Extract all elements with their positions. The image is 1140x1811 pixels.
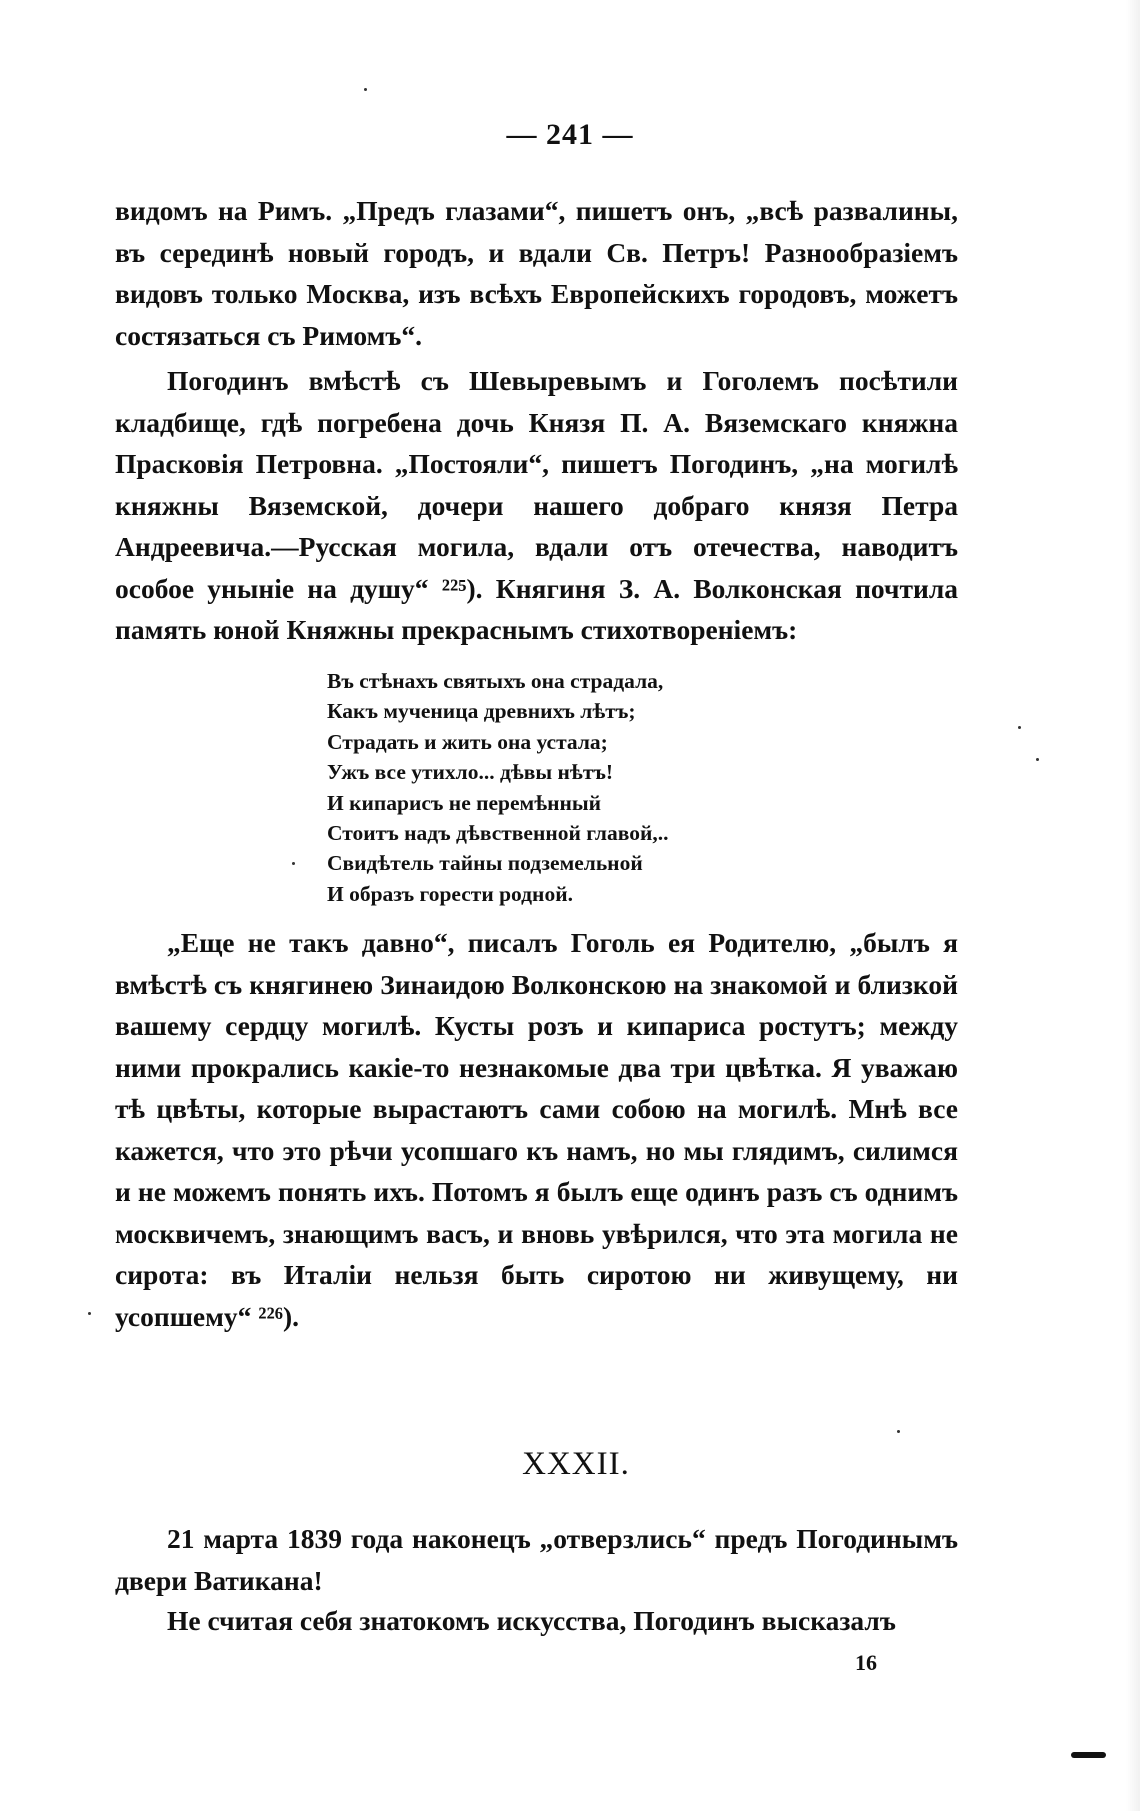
page-number: — 241 — xyxy=(506,118,634,151)
scan-speck xyxy=(1036,758,1039,761)
upper-text-block xyxy=(115,190,958,651)
poem-line: Стоитъ надъ дѣвственной главой,.. xyxy=(327,821,669,846)
poem-line: И кипарисъ не перемѣнный xyxy=(327,790,602,815)
poem-line: Въ стѣнахъ святыхъ она страдала, xyxy=(327,669,664,693)
scan-speck xyxy=(1018,726,1021,729)
scan-speck xyxy=(364,88,367,91)
paragraph-rome-view: видомъ на Римъ. „Предъ глазами“, пишетъ онъ, „всѣ развалины, въ серединѣ новый городъ, и вдали Св. Петръ! Разнообразіемъ видовъ только Москва, изъ всѣхъ Европейскихъ городовъ, можетъ состязаться съ Римомъ“. xyxy=(115,195,958,351)
poem-line: Страдать и жить она устала; xyxy=(327,729,608,754)
page-edge-shadow xyxy=(1126,0,1140,1811)
poem-line: Какъ мученица древнихъ лѣтъ; xyxy=(327,699,636,724)
signature-mark: 16 xyxy=(855,1650,877,1675)
paragraph-pogodin-art: Не считая себя знатокомъ искусства, Погодинъ высказалъ xyxy=(167,1605,896,1636)
paragraph-cemetery-visit: Погодинъ вмѣстѣ съ Шевыревымъ и Гоголемъ посѣтили кладбище, гдѣ погребена дочь Князя П. А. Вяземскаго княжна Прасковія Петровна. „Постояли“, пишетъ Погодинъ, „на могилѣ княжны Вяземской, дочери нашего добраго князя Петра Андреевича.—Русская могила, вдали отъ отечества, наводитъ особое уныніе на душу“ ²²⁵). Княгиня З. А. Волконская почтила память юной Княжны прекраснымъ стихотвореніемъ: xyxy=(115,365,958,645)
poem-line: Ужъ все утихло... дѣвы нѣтъ! xyxy=(327,760,614,785)
poem-line: Свидѣтель тайны подземельной xyxy=(327,851,643,876)
margin-mark xyxy=(1071,1752,1106,1758)
poem-block xyxy=(327,666,887,909)
scan-speck xyxy=(292,862,295,865)
poem-line: И образъ горести родной. xyxy=(327,881,573,906)
paragraph-gogol-letter: „Еще не такъ давно“, писалъ Гоголь ея Родителю, „былъ я вмѣстѣ съ княгинею Зинаидою Волконскою на знакомой и близкой вашему сердцу могилѣ. Кусты розъ и кипариса ростутъ; между ними прокрались какіе-то незнакомые два три цвѣтка. Я уважаю тѣ цвѣты, которые вырастаютъ сами собою на могилѣ. Мнѣ все кажется, что это рѣчи усопшаго къ намъ, но мы глядимъ, силимся и не можемъ понять ихъ. Потомъ я былъ еще одинъ разъ съ однимъ москвичемъ, знающимъ васъ, и вновь увѣрился, что эта могила не сирота: въ Италіи нельзя быть сиротою ни живущему, ни усопшему“ ²²⁶). xyxy=(115,927,958,1332)
paragraph-vatican-opening: 21 марта 1839 года наконецъ „отверзлись“ предъ Погодинымъ двери Ватикана! xyxy=(115,1523,958,1596)
section-heading: XXXII. xyxy=(522,1446,630,1482)
scan-speck xyxy=(897,1430,900,1433)
scan-speck xyxy=(88,1312,91,1315)
